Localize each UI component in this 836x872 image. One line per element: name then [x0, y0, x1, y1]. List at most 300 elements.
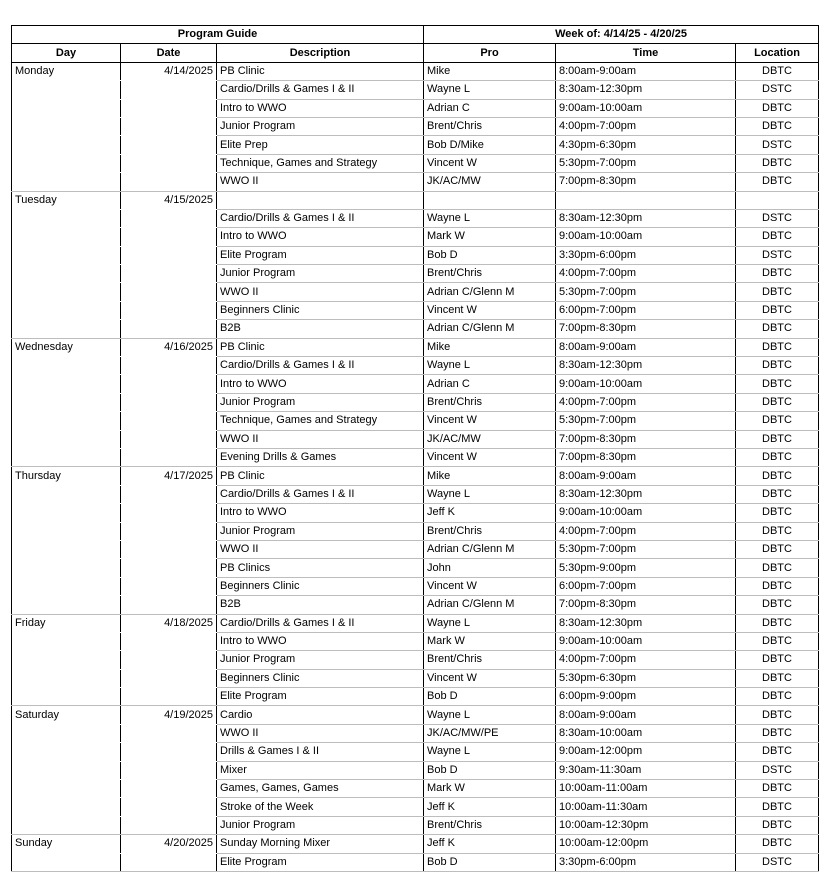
day-cell: [12, 154, 121, 172]
pro-cell: Mike: [424, 62, 556, 80]
pro-cell: Vincent W: [424, 301, 556, 319]
location-cell: DBTC: [736, 301, 819, 319]
date-cell: [121, 596, 217, 614]
column-header-description: Description: [217, 44, 424, 62]
location-cell: DBTC: [736, 320, 819, 338]
table-row: [12, 191, 819, 209]
description-cell: Intro to WWO: [217, 375, 424, 393]
description-cell: Elite Program: [217, 688, 424, 706]
description-cell: WWO II: [217, 173, 424, 191]
time-cell: 5:30pm-7:00pm: [556, 412, 736, 430]
day-cell: [12, 448, 121, 466]
day-cell: [12, 798, 121, 816]
pro-cell: Bob D/Mike: [424, 136, 556, 154]
time-cell: 8:30am-12:30pm: [556, 357, 736, 375]
day-cell: [12, 246, 121, 264]
table-row: [12, 798, 819, 816]
time-cell: [556, 191, 736, 209]
pro-cell: Jeff K: [424, 835, 556, 853]
location-cell: DBTC: [736, 375, 819, 393]
day-cell: [12, 430, 121, 448]
day-cell: [12, 559, 121, 577]
description-cell: Beginners Clinic: [217, 577, 424, 595]
description-cell: Beginners Clinic: [217, 669, 424, 687]
day-cell: [12, 504, 121, 522]
location-cell: DBTC: [736, 448, 819, 466]
table-row: [12, 448, 819, 466]
table-row: [12, 559, 819, 577]
location-cell: DSTC: [736, 209, 819, 227]
location-cell: DBTC: [736, 651, 819, 669]
day-cell: [12, 173, 121, 191]
time-cell: 9:00am-10:00am: [556, 632, 736, 650]
description-cell: Cardio/Drills & Games I & II: [217, 209, 424, 227]
description-cell: Junior Program: [217, 265, 424, 283]
location-cell: DBTC: [736, 596, 819, 614]
table-row: [12, 743, 819, 761]
time-cell: 10:00am-12:00pm: [556, 835, 736, 853]
day-cell: [12, 724, 121, 742]
time-cell: 7:00pm-8:30pm: [556, 173, 736, 191]
date-cell: [121, 816, 217, 834]
date-cell: [121, 853, 217, 871]
day-cell: [12, 853, 121, 871]
time-cell: 10:00am-11:00am: [556, 780, 736, 798]
date-cell: [121, 81, 217, 99]
table-row: [12, 99, 819, 117]
date-cell: [121, 780, 217, 798]
description-cell: Intro to WWO: [217, 632, 424, 650]
location-cell: DBTC: [736, 743, 819, 761]
table-row: [12, 228, 819, 246]
day-cell: [12, 265, 121, 283]
description-cell: Junior Program: [217, 651, 424, 669]
time-cell: 8:30am-12:30pm: [556, 614, 736, 632]
table-row: [12, 81, 819, 99]
description-cell: WWO II: [217, 283, 424, 301]
table-row: [12, 853, 819, 871]
column-header-date: Date: [121, 44, 217, 62]
pro-cell: [424, 191, 556, 209]
description-cell: PB Clinic: [217, 467, 424, 485]
description-cell: [217, 191, 424, 209]
date-cell: 4/16/2025: [121, 338, 217, 356]
description-cell: Junior Program: [217, 816, 424, 834]
date-cell: [121, 301, 217, 319]
day-cell: [12, 320, 121, 338]
table-row: [12, 816, 819, 834]
location-cell: DBTC: [736, 577, 819, 595]
pro-cell: Wayne L: [424, 81, 556, 99]
date-cell: [121, 265, 217, 283]
table-row: [12, 485, 819, 503]
table-row: [12, 835, 819, 853]
location-cell: DBTC: [736, 559, 819, 577]
time-cell: 8:00am-9:00am: [556, 706, 736, 724]
description-cell: B2B: [217, 320, 424, 338]
pro-cell: Brent/Chris: [424, 393, 556, 411]
day-cell: [12, 412, 121, 430]
description-cell: Intro to WWO: [217, 99, 424, 117]
pro-cell: Mark W: [424, 780, 556, 798]
location-cell: DBTC: [736, 338, 819, 356]
date-cell: [121, 669, 217, 687]
location-cell: DBTC: [736, 154, 819, 172]
day-cell: [12, 117, 121, 135]
pro-cell: Wayne L: [424, 209, 556, 227]
table-row: [12, 706, 819, 724]
location-cell: DBTC: [736, 835, 819, 853]
pro-cell: Wayne L: [424, 743, 556, 761]
pro-cell: Mark W: [424, 632, 556, 650]
day-cell: Tuesday: [12, 191, 121, 209]
date-cell: [121, 577, 217, 595]
pro-cell: John: [424, 559, 556, 577]
pro-cell: Adrian C/Glenn M: [424, 320, 556, 338]
date-cell: [121, 448, 217, 466]
table-row: [12, 780, 819, 798]
date-cell: [121, 504, 217, 522]
description-cell: Technique, Games and Strategy: [217, 154, 424, 172]
table-row: [12, 393, 819, 411]
pro-cell: Jeff K: [424, 798, 556, 816]
date-cell: [121, 651, 217, 669]
day-cell: [12, 577, 121, 595]
table-row: [12, 375, 819, 393]
time-cell: 6:00pm-7:00pm: [556, 301, 736, 319]
table-row: [12, 62, 819, 80]
time-cell: 3:30pm-6:00pm: [556, 853, 736, 871]
pro-cell: Vincent W: [424, 412, 556, 430]
date-cell: [121, 540, 217, 558]
day-cell: [12, 669, 121, 687]
table-row: [12, 117, 819, 135]
description-cell: PB Clinic: [217, 62, 424, 80]
table-row: [12, 761, 819, 779]
time-cell: 5:30pm-7:00pm: [556, 283, 736, 301]
table-row: [12, 669, 819, 687]
date-cell: [121, 485, 217, 503]
column-header-day: Day: [12, 44, 121, 62]
time-cell: 9:00am-10:00am: [556, 228, 736, 246]
description-cell: Cardio: [217, 706, 424, 724]
time-cell: 4:00pm-7:00pm: [556, 522, 736, 540]
date-cell: 4/19/2025: [121, 706, 217, 724]
description-cell: Stroke of the Week: [217, 798, 424, 816]
table-row: [12, 173, 819, 191]
location-cell: DBTC: [736, 780, 819, 798]
time-cell: 4:00pm-7:00pm: [556, 117, 736, 135]
pro-cell: Adrian C: [424, 99, 556, 117]
pro-cell: Adrian C/Glenn M: [424, 283, 556, 301]
pro-cell: Bob D: [424, 761, 556, 779]
day-cell: [12, 209, 121, 227]
description-cell: PB Clinic: [217, 338, 424, 356]
date-cell: [121, 393, 217, 411]
pro-cell: Wayne L: [424, 357, 556, 375]
day-cell: Monday: [12, 62, 121, 80]
time-cell: 8:00am-9:00am: [556, 467, 736, 485]
time-cell: 8:30am-10:00am: [556, 724, 736, 742]
location-cell: DBTC: [736, 173, 819, 191]
description-cell: Evening Drills & Games: [217, 448, 424, 466]
date-cell: [121, 430, 217, 448]
description-cell: Junior Program: [217, 393, 424, 411]
description-cell: Elite Prep: [217, 136, 424, 154]
time-cell: 4:00pm-7:00pm: [556, 265, 736, 283]
location-cell: DBTC: [736, 614, 819, 632]
date-cell: [121, 173, 217, 191]
time-cell: 7:00pm-8:30pm: [556, 596, 736, 614]
table-row: [12, 136, 819, 154]
time-cell: 10:00am-11:30am: [556, 798, 736, 816]
day-cell: [12, 632, 121, 650]
time-cell: 4:00pm-7:00pm: [556, 393, 736, 411]
table-row: [12, 209, 819, 227]
pro-cell: Bob D: [424, 246, 556, 264]
description-cell: Cardio/Drills & Games I & II: [217, 357, 424, 375]
table-row: [12, 338, 819, 356]
time-cell: 7:00pm-8:30pm: [556, 430, 736, 448]
description-cell: Technique, Games and Strategy: [217, 412, 424, 430]
time-cell: 8:30am-12:30pm: [556, 209, 736, 227]
date-cell: [121, 357, 217, 375]
program-guide-table: [11, 25, 819, 872]
day-cell: Sunday: [12, 835, 121, 853]
time-cell: 8:00am-9:00am: [556, 338, 736, 356]
pro-cell: Brent/Chris: [424, 265, 556, 283]
pro-cell: Wayne L: [424, 614, 556, 632]
date-cell: [121, 522, 217, 540]
description-cell: B2B: [217, 596, 424, 614]
table-row: [12, 724, 819, 742]
day-cell: [12, 743, 121, 761]
description-cell: WWO II: [217, 540, 424, 558]
pro-cell: Wayne L: [424, 706, 556, 724]
time-cell: 8:30am-12:30pm: [556, 81, 736, 99]
day-cell: [12, 651, 121, 669]
day-cell: [12, 357, 121, 375]
time-cell: 6:00pm-7:00pm: [556, 577, 736, 595]
time-cell: 9:30am-11:30am: [556, 761, 736, 779]
time-cell: 5:30pm-6:30pm: [556, 669, 736, 687]
pro-cell: JK/AC/MW/PE: [424, 724, 556, 742]
time-cell: 9:00am-10:00am: [556, 375, 736, 393]
time-cell: 4:00pm-7:00pm: [556, 651, 736, 669]
time-cell: 9:00am-10:00am: [556, 504, 736, 522]
day-cell: [12, 228, 121, 246]
table-row: [12, 540, 819, 558]
day-cell: [12, 816, 121, 834]
table-row: [12, 154, 819, 172]
location-cell: DBTC: [736, 485, 819, 503]
location-cell: DSTC: [736, 761, 819, 779]
pro-cell: Bob D: [424, 853, 556, 871]
location-cell: DBTC: [736, 816, 819, 834]
time-cell: 6:00pm-9:00pm: [556, 688, 736, 706]
location-cell: DBTC: [736, 228, 819, 246]
day-cell: [12, 485, 121, 503]
location-cell: DBTC: [736, 393, 819, 411]
description-cell: Drills & Games I & II: [217, 743, 424, 761]
date-cell: [121, 743, 217, 761]
date-cell: [121, 99, 217, 117]
date-cell: [121, 632, 217, 650]
pro-cell: Wayne L: [424, 485, 556, 503]
pro-cell: Vincent W: [424, 669, 556, 687]
description-cell: Intro to WWO: [217, 504, 424, 522]
day-cell: Saturday: [12, 706, 121, 724]
location-cell: DBTC: [736, 265, 819, 283]
pro-cell: Mike: [424, 338, 556, 356]
time-cell: 8:00am-9:00am: [556, 62, 736, 80]
date-cell: 4/17/2025: [121, 467, 217, 485]
date-cell: [121, 228, 217, 246]
description-cell: WWO II: [217, 430, 424, 448]
description-cell: Elite Program: [217, 853, 424, 871]
description-cell: WWO II: [217, 724, 424, 742]
week-of-title: Week of: 4/14/25 - 4/20/25: [424, 26, 819, 44]
pro-cell: Adrian C/Glenn M: [424, 596, 556, 614]
time-cell: 8:30am-12:30pm: [556, 485, 736, 503]
pro-cell: Adrian C/Glenn M: [424, 540, 556, 558]
location-cell: DBTC: [736, 504, 819, 522]
description-cell: Games, Games, Games: [217, 780, 424, 798]
time-cell: 9:00am-10:00am: [556, 99, 736, 117]
description-cell: Mixer: [217, 761, 424, 779]
time-cell: 7:00pm-8:30pm: [556, 448, 736, 466]
pro-cell: Brent/Chris: [424, 522, 556, 540]
time-cell: 4:30pm-6:30pm: [556, 136, 736, 154]
day-cell: Friday: [12, 614, 121, 632]
day-cell: [12, 99, 121, 117]
table-row: [12, 246, 819, 264]
time-cell: 10:00am-12:30pm: [556, 816, 736, 834]
date-cell: [121, 375, 217, 393]
column-header-pro: Pro: [424, 44, 556, 62]
description-cell: Junior Program: [217, 522, 424, 540]
pro-cell: Adrian C: [424, 375, 556, 393]
location-cell: DSTC: [736, 853, 819, 871]
pro-cell: Vincent W: [424, 448, 556, 466]
table-row: [12, 614, 819, 632]
description-cell: Cardio/Drills & Games I & II: [217, 81, 424, 99]
day-cell: [12, 301, 121, 319]
description-cell: Beginners Clinic: [217, 301, 424, 319]
date-cell: [121, 724, 217, 742]
pro-cell: Vincent W: [424, 577, 556, 595]
pro-cell: Brent/Chris: [424, 117, 556, 135]
pro-cell: Bob D: [424, 688, 556, 706]
location-cell: DBTC: [736, 798, 819, 816]
description-cell: Intro to WWO: [217, 228, 424, 246]
description-cell: Cardio/Drills & Games I & II: [217, 485, 424, 503]
date-cell: [121, 136, 217, 154]
location-cell: DBTC: [736, 688, 819, 706]
pro-cell: Brent/Chris: [424, 816, 556, 834]
day-cell: [12, 688, 121, 706]
day-cell: [12, 596, 121, 614]
location-cell: DSTC: [736, 136, 819, 154]
day-cell: Thursday: [12, 467, 121, 485]
date-cell: [121, 688, 217, 706]
location-cell: DBTC: [736, 467, 819, 485]
table-row: [12, 320, 819, 338]
time-cell: 5:30pm-7:00pm: [556, 154, 736, 172]
description-cell: Sunday Morning Mixer: [217, 835, 424, 853]
date-cell: [121, 209, 217, 227]
pro-cell: Jeff K: [424, 504, 556, 522]
location-cell: DBTC: [736, 540, 819, 558]
pro-cell: JK/AC/MW: [424, 173, 556, 191]
table-row: [12, 283, 819, 301]
location-cell: DBTC: [736, 522, 819, 540]
pro-cell: JK/AC/MW: [424, 430, 556, 448]
location-cell: DSTC: [736, 81, 819, 99]
table-row: [12, 467, 819, 485]
location-cell: DBTC: [736, 117, 819, 135]
program-guide-title: Program Guide: [12, 26, 424, 44]
description-cell: Junior Program: [217, 117, 424, 135]
location-cell: DBTC: [736, 669, 819, 687]
description-cell: Cardio/Drills & Games I & II: [217, 614, 424, 632]
date-cell: 4/20/2025: [121, 835, 217, 853]
time-cell: 9:00am-12:00pm: [556, 743, 736, 761]
pro-cell: Brent/Chris: [424, 651, 556, 669]
location-cell: DBTC: [736, 632, 819, 650]
description-cell: Elite Program: [217, 246, 424, 264]
day-cell: [12, 522, 121, 540]
date-cell: 4/18/2025: [121, 614, 217, 632]
day-cell: [12, 540, 121, 558]
table-row: [12, 301, 819, 319]
date-cell: [121, 761, 217, 779]
date-cell: [121, 283, 217, 301]
table-row: [12, 522, 819, 540]
date-cell: [121, 246, 217, 264]
column-header-time: Time: [556, 44, 736, 62]
pro-cell: Vincent W: [424, 154, 556, 172]
table-row: [12, 412, 819, 430]
date-cell: [121, 412, 217, 430]
date-cell: [121, 154, 217, 172]
schedule-body: [12, 62, 819, 871]
day-cell: [12, 81, 121, 99]
location-cell: DBTC: [736, 99, 819, 117]
date-cell: [121, 559, 217, 577]
location-cell: DBTC: [736, 283, 819, 301]
location-cell: DBTC: [736, 62, 819, 80]
pro-cell: Mark W: [424, 228, 556, 246]
table-row: [12, 430, 819, 448]
day-cell: [12, 393, 121, 411]
day-cell: Wednesday: [12, 338, 121, 356]
table-row: [12, 596, 819, 614]
date-cell: [121, 798, 217, 816]
location-cell: DBTC: [736, 430, 819, 448]
date-cell: [121, 117, 217, 135]
location-cell: DBTC: [736, 357, 819, 375]
day-cell: [12, 283, 121, 301]
table-row: [12, 632, 819, 650]
location-cell: [736, 191, 819, 209]
time-cell: 5:30pm-9:00pm: [556, 559, 736, 577]
table-row: [12, 504, 819, 522]
location-cell: DSTC: [736, 246, 819, 264]
table-row: [12, 651, 819, 669]
location-cell: DBTC: [736, 706, 819, 724]
table-row: [12, 265, 819, 283]
